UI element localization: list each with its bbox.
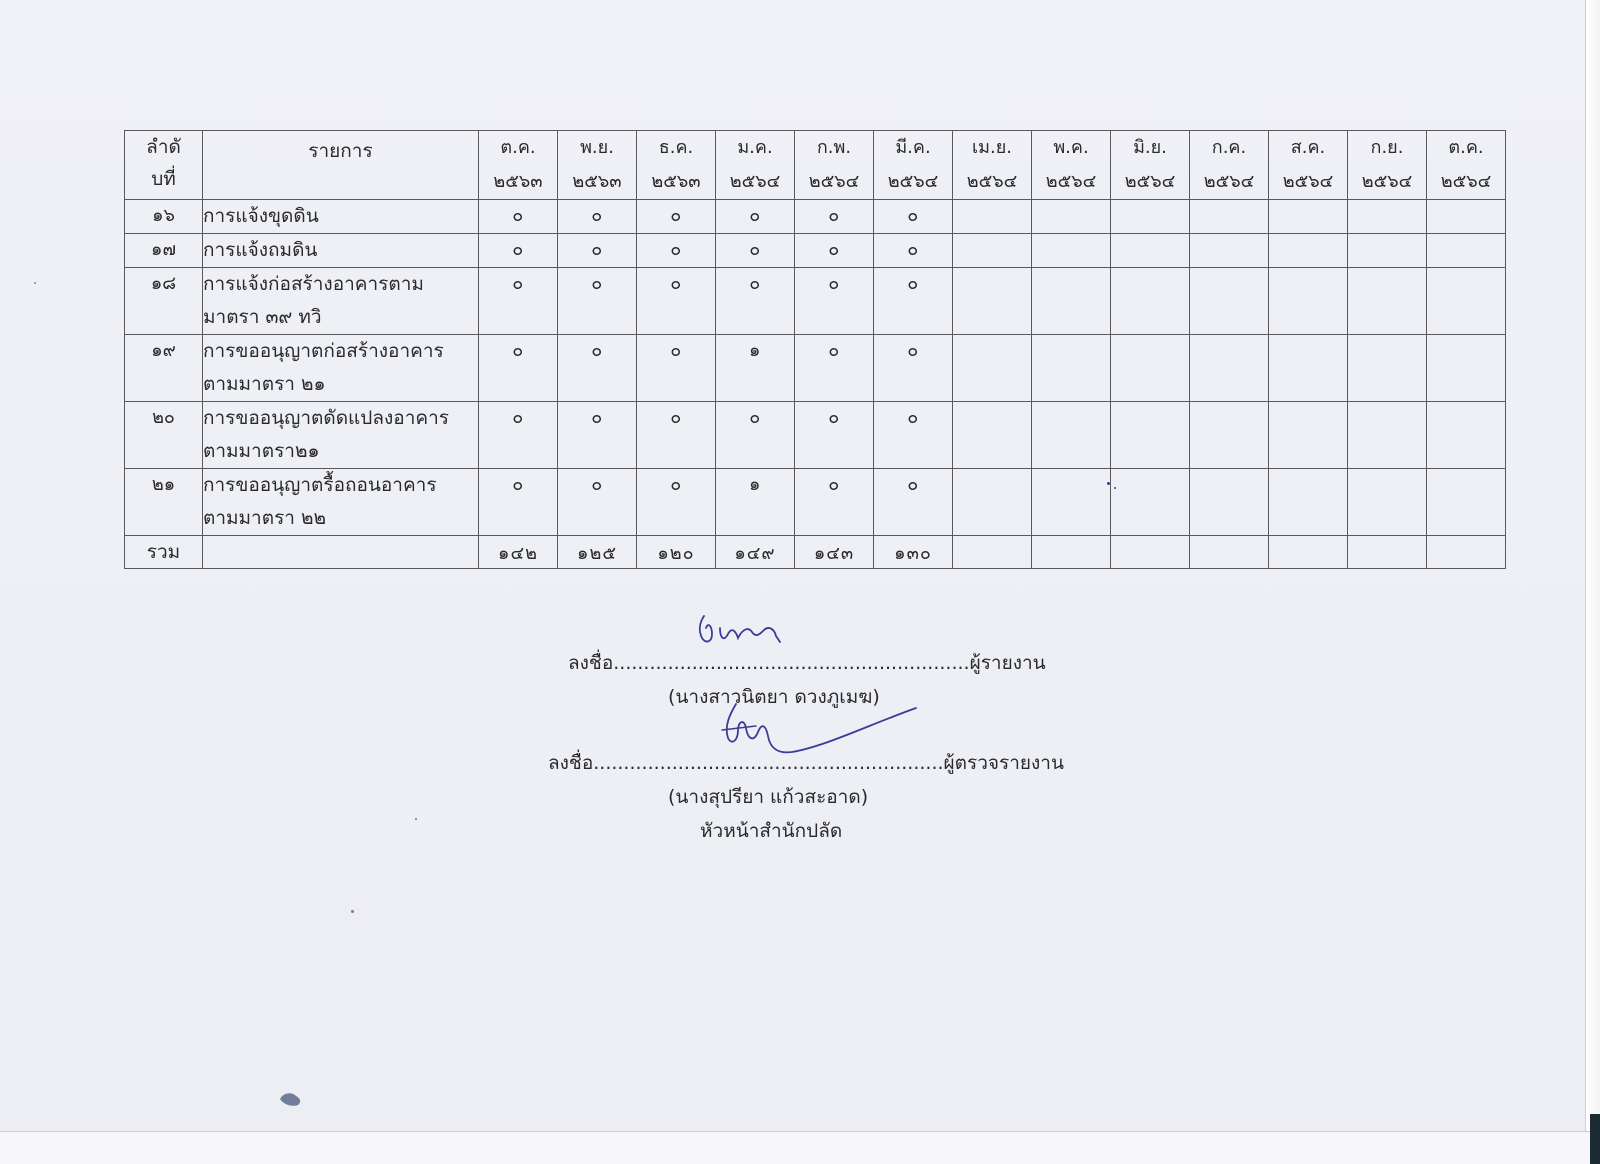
row-value-cell: ๐ (795, 402, 874, 469)
total-value-cell: ๑๔๓ (795, 536, 874, 569)
row-value-cell (1190, 268, 1269, 335)
row-value-cell (1269, 268, 1348, 335)
row-value-cell (1190, 469, 1269, 536)
row-value-cell: ๐ (716, 200, 795, 234)
total-value-cell (1348, 536, 1427, 569)
total-label: รวม (125, 536, 203, 569)
row-value-cell: ๐ (795, 268, 874, 335)
row-value-cell: ๐ (479, 402, 558, 469)
ink-blot (278, 1090, 304, 1108)
row-value-cell (1032, 200, 1111, 234)
row-item (203, 200, 479, 234)
header-month: ก.ค. ๒๕๖๔ (1190, 131, 1269, 200)
inspector-sign-prefix: ลงชื่อ (548, 752, 594, 774)
row-value-cell: ๐ (874, 469, 953, 536)
total-value-cell (1269, 536, 1348, 569)
table-row (125, 268, 1506, 335)
row-item-line: ตามมาตรา ๒๑ (203, 373, 326, 395)
row-item-line: การขออนุญาตดัดแปลงอาคาร (203, 407, 449, 429)
total-item-blank (203, 536, 479, 569)
row-value-cell: ๐ (558, 469, 637, 536)
row-value-cell (1427, 469, 1506, 536)
row-value-cell (1269, 234, 1348, 268)
row-item-line: การแจ้งถมดิน (203, 239, 318, 261)
row-value-cell: ๐ (874, 402, 953, 469)
row-value-cell: ๐ (479, 268, 558, 335)
row-seq: ๑๗ (125, 234, 203, 268)
row-seq: ๑๖ (125, 200, 203, 234)
row-value-cell: ๐ (558, 200, 637, 234)
row-seq: ๒๑ (125, 469, 203, 536)
row-item-line: ตามมาตรา๒๑ (203, 440, 320, 462)
header-row (125, 131, 1506, 200)
row-value-cell: ๐ (874, 234, 953, 268)
row-value-cell (1032, 335, 1111, 402)
row-value-cell: ๐ (637, 402, 716, 469)
paper-edge-right (1585, 0, 1600, 1164)
header-seq: ลำดับที่ (125, 131, 203, 200)
row-value-cell (1032, 402, 1111, 469)
reporter-sign-dots: ........................................................... (613, 652, 970, 674)
scan-speck (351, 910, 354, 913)
table-row (125, 469, 1506, 536)
reporter-role: ผู้รายงาน (969, 652, 1046, 674)
row-item-line: การขออนุญาตก่อสร้างอาคาร (203, 340, 444, 362)
total-value-cell (1032, 536, 1111, 569)
row-value-cell: ๐ (795, 469, 874, 536)
row-value-cell (1427, 402, 1506, 469)
row-value-cell (1111, 200, 1190, 234)
reporter-signature-line (568, 648, 1046, 678)
row-value-cell: ๐ (558, 335, 637, 402)
row-value-cell (1190, 234, 1269, 268)
header-month: พ.ย. ๒๕๖๓ (558, 131, 637, 200)
scan-speck (34, 282, 36, 284)
inspector-sign-dots: .......................................................... (593, 752, 944, 774)
row-seq: ๑๙ (125, 335, 203, 402)
total-value-cell: ๑๓๐ (874, 536, 953, 569)
row-value-cell (953, 200, 1032, 234)
scan-speck (1114, 487, 1116, 489)
row-value-cell (953, 402, 1032, 469)
table-row (125, 200, 1506, 234)
header-month: ต.ค. ๒๕๖๓ (479, 131, 558, 200)
row-value-cell (1348, 402, 1427, 469)
row-item (203, 268, 479, 335)
row-value-cell (953, 268, 1032, 335)
header-month: ก.ย. ๒๕๖๔ (1348, 131, 1427, 200)
row-value-cell: ๐ (874, 335, 953, 402)
row-value-cell (1111, 402, 1190, 469)
row-item (203, 234, 479, 268)
total-value-cell: ๑๒๐ (637, 536, 716, 569)
header-month: มิ.ย. ๒๕๖๔ (1111, 131, 1190, 200)
row-value-cell (1269, 402, 1348, 469)
row-item-line: ตามมาตรา ๒๒ (203, 507, 327, 529)
row-value-cell: ๑ (716, 469, 795, 536)
monthly-report-table (124, 130, 1506, 569)
table-row (125, 234, 1506, 268)
row-value-cell: ๐ (637, 268, 716, 335)
header-month: ต.ค. ๒๕๖๔ (1427, 131, 1506, 200)
scanner-corner-mark (1590, 1114, 1600, 1164)
header-month: ก.พ. ๒๕๖๔ (795, 131, 874, 200)
reporter-name: (นางสาวนิตยา ดวงภูเมฆ) (668, 686, 880, 708)
row-value-cell (953, 469, 1032, 536)
header-month: ส.ค. ๒๕๖๔ (1269, 131, 1348, 200)
row-item-line: การแจ้งขุดดิน (203, 205, 319, 227)
row-value-cell (1111, 234, 1190, 268)
row-value-cell (1427, 200, 1506, 234)
row-value-cell (953, 335, 1032, 402)
paper-edge-bottom (0, 1131, 1600, 1164)
row-value-cell (1348, 335, 1427, 402)
row-value-cell (1269, 200, 1348, 234)
row-value-cell: ๐ (874, 200, 953, 234)
header-month: ม.ค. ๒๕๖๔ (716, 131, 795, 200)
row-value-cell (1190, 200, 1269, 234)
row-value-cell: ๑ (716, 335, 795, 402)
row-value-cell (1427, 335, 1506, 402)
row-value-cell: ๐ (716, 268, 795, 335)
reporter-handwritten-signature (690, 608, 800, 658)
row-value-cell (1348, 200, 1427, 234)
row-value-cell: ๐ (874, 268, 953, 335)
row-value-cell (1111, 469, 1190, 536)
row-seq: ๑๘ (125, 268, 203, 335)
reporter-sign-prefix: ลงชื่อ (568, 652, 614, 674)
total-value-cell (953, 536, 1032, 569)
row-value-cell (1427, 268, 1506, 335)
row-value-cell (1032, 234, 1111, 268)
row-value-cell: ๐ (637, 200, 716, 234)
header-item: รายการ (203, 131, 479, 200)
row-value-cell (1269, 335, 1348, 402)
header-month: พ.ค. ๒๕๖๔ (1032, 131, 1111, 200)
row-value-cell: ๐ (479, 469, 558, 536)
row-value-cell (1427, 234, 1506, 268)
row-item (203, 402, 479, 469)
row-value-cell (1032, 469, 1111, 536)
row-value-cell (1348, 268, 1427, 335)
inspector-name: (นางสุปรียา แก้วสะอาด) (668, 786, 869, 808)
row-value-cell: ๐ (558, 234, 637, 268)
row-value-cell (953, 234, 1032, 268)
row-value-cell: ๐ (558, 268, 637, 335)
total-row (125, 536, 1506, 569)
header-month: มี.ค. ๒๕๖๔ (874, 131, 953, 200)
row-value-cell (1032, 268, 1111, 335)
total-value-cell: ๑๒๕ (558, 536, 637, 569)
total-value-cell (1427, 536, 1506, 569)
total-value-cell: ๑๔๙ (716, 536, 795, 569)
row-value-cell (1348, 469, 1427, 536)
inspector-position: หัวหน้าสำนักปลัด (700, 820, 843, 842)
row-item (203, 469, 479, 536)
row-value-cell: ๐ (479, 335, 558, 402)
row-value-cell: ๐ (637, 335, 716, 402)
row-value-cell (1348, 234, 1427, 268)
scan-speck (415, 818, 417, 820)
inspector-handwritten-signature (716, 696, 926, 766)
row-value-cell: ๐ (795, 335, 874, 402)
row-value-cell: ๐ (795, 200, 874, 234)
row-item (203, 335, 479, 402)
total-value-cell: ๑๔๒ (479, 536, 558, 569)
row-value-cell: ๐ (795, 234, 874, 268)
row-value-cell: ๐ (637, 234, 716, 268)
row-value-cell: ๐ (479, 200, 558, 234)
table-row (125, 335, 1506, 402)
inspector-role: ผู้ตรวจรายงาน (943, 752, 1064, 774)
row-value-cell: ๐ (479, 234, 558, 268)
row-value-cell (1190, 402, 1269, 469)
row-item-line: มาตรา ๓๙ ทวิ (203, 306, 322, 328)
row-seq: ๒๐ (125, 402, 203, 469)
header-month: เม.ย. ๒๕๖๔ (953, 131, 1032, 200)
table-row (125, 402, 1506, 469)
row-value-cell (1190, 335, 1269, 402)
row-value-cell (1269, 469, 1348, 536)
total-value-cell (1111, 536, 1190, 569)
row-value-cell: ๐ (558, 402, 637, 469)
row-value-cell (1111, 335, 1190, 402)
row-item-line: การขออนุญาตรื้อถอนอาคาร (203, 474, 437, 496)
row-value-cell: ๐ (716, 402, 795, 469)
total-value-cell (1190, 536, 1269, 569)
row-value-cell (1111, 268, 1190, 335)
row-value-cell: ๐ (637, 469, 716, 536)
row-item-line: การแจ้งก่อสร้างอาคารตาม (203, 273, 424, 295)
header-month: ธ.ค. ๒๕๖๓ (637, 131, 716, 200)
scan-speck (1107, 482, 1110, 485)
row-value-cell: ๐ (716, 234, 795, 268)
